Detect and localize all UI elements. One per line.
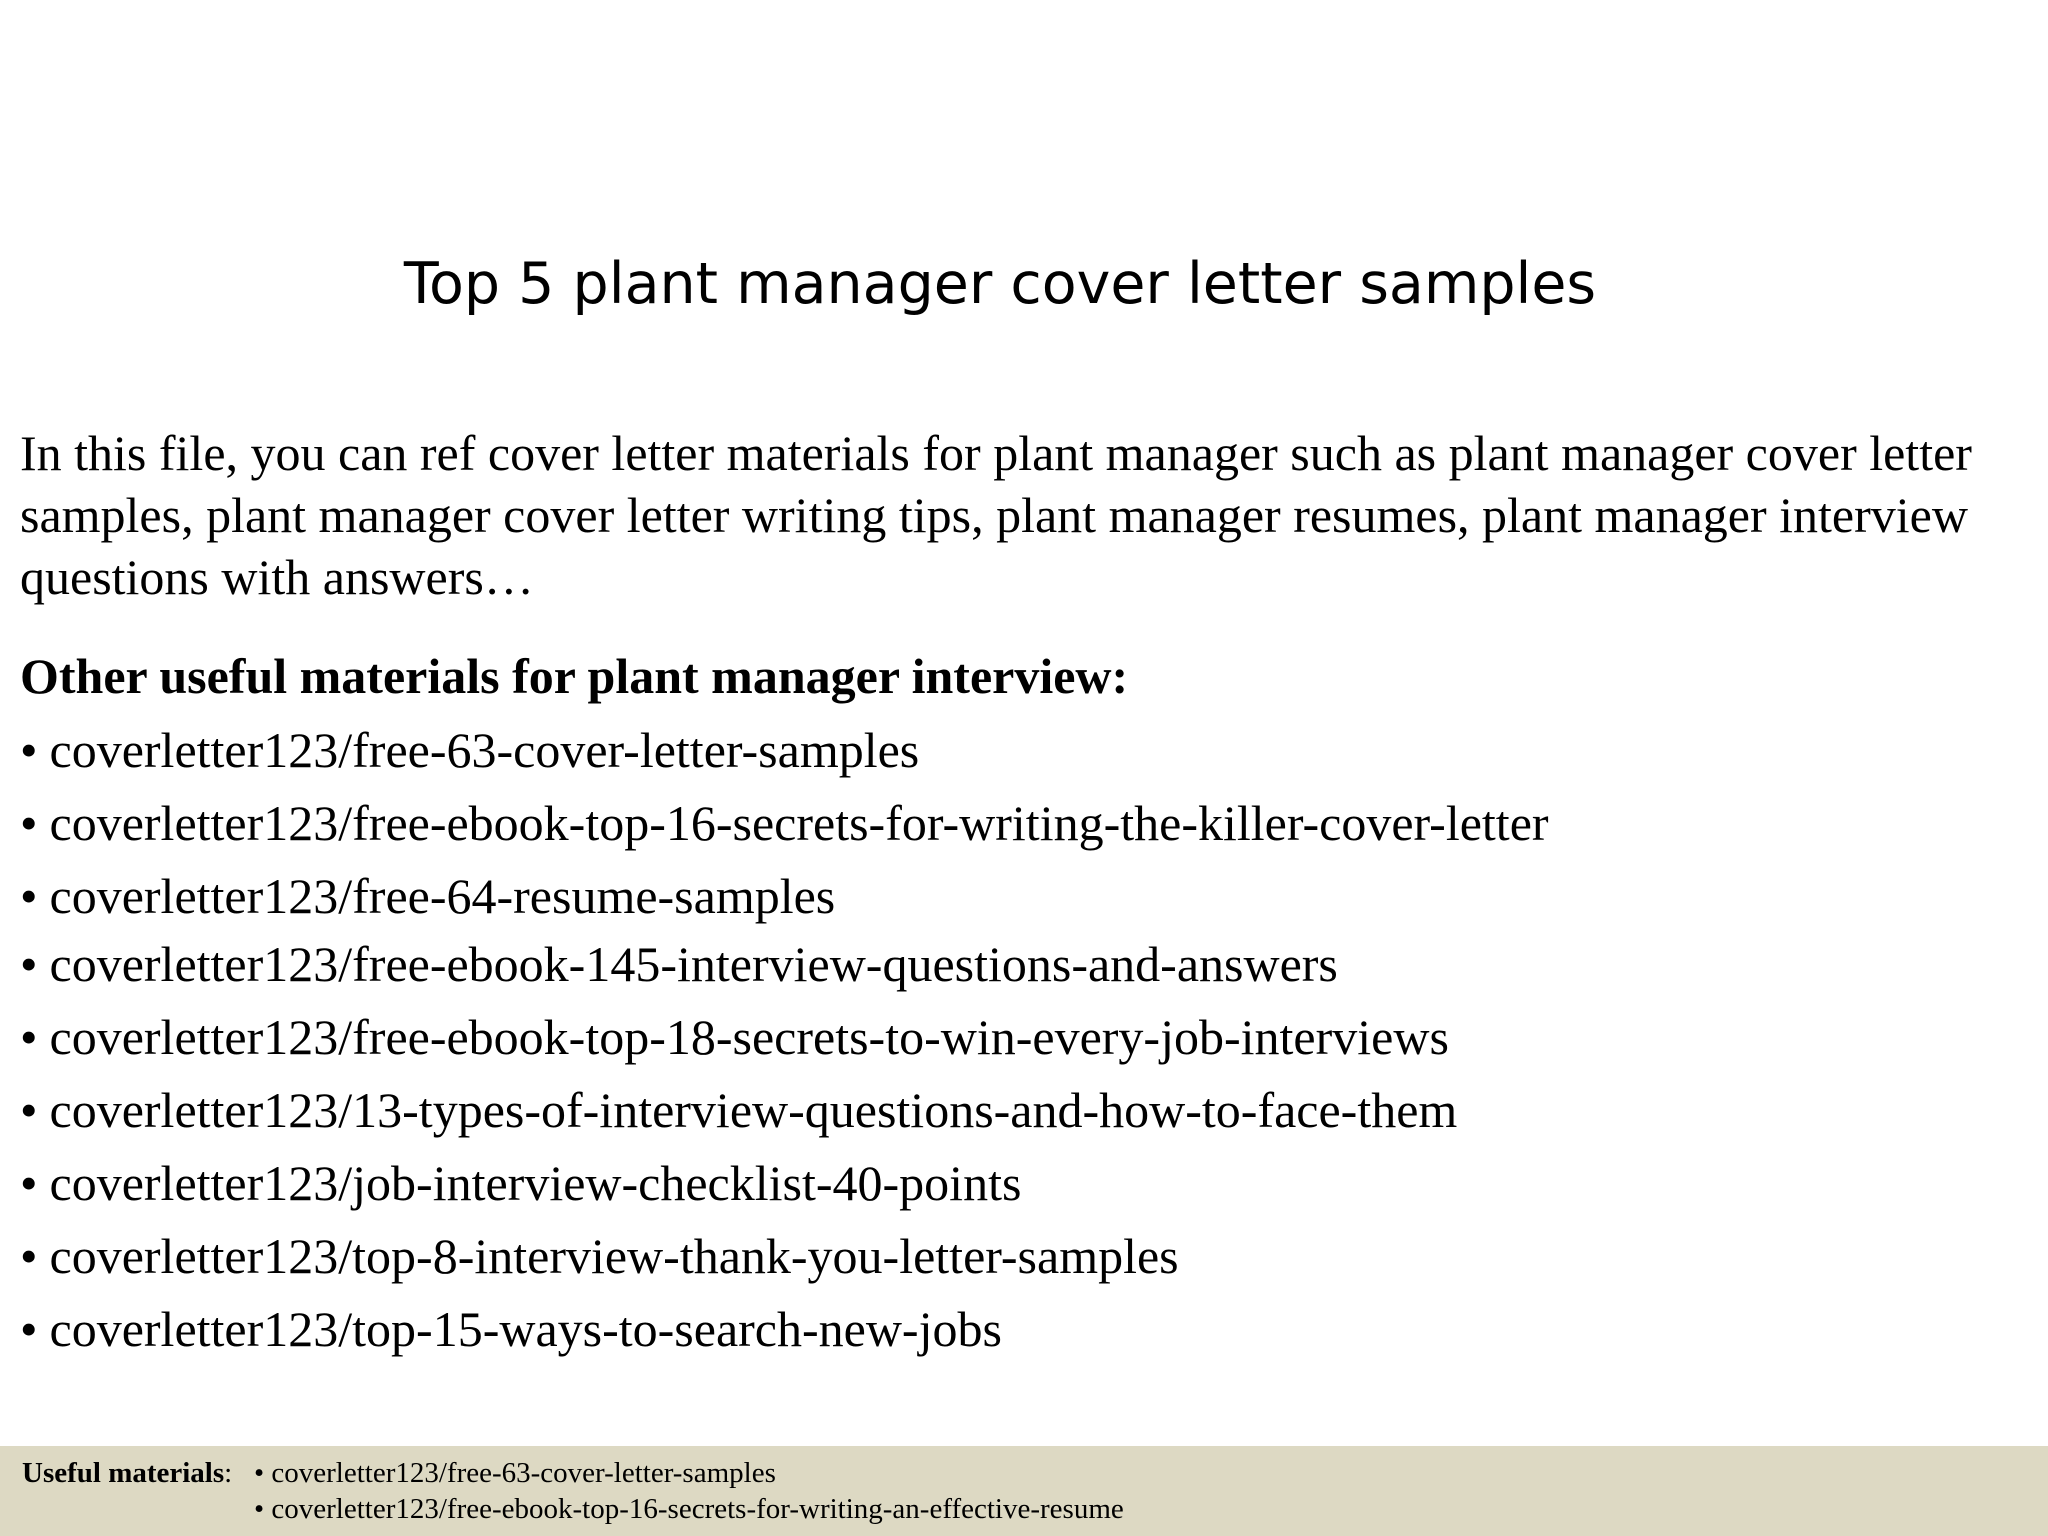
link-13-types-interview-questions[interactable]: coverletter123/13-types-of-interview-questions-and-how-to-face-them [49,1082,1458,1138]
link-ebook-16-secrets-cover-letter[interactable]: coverletter123/free-ebook-top-16-secrets-for-writing-the-killer-cover-letter [49,795,1549,851]
bullet-icon: • [20,868,38,924]
link-top-15-ways-search-new-jobs[interactable]: coverletter123/top-15-ways-to-search-new-jobs [49,1301,1002,1357]
link-free-63-cover-letter-samples[interactable]: coverletter123/free-63-cover-letter-samples [49,722,920,778]
bullet-icon: • [20,1082,38,1138]
intro-paragraph: In this file, you can ref cover letter materials for plant manager such as plant manager cover letter samples, plant manager cover letter writing tips, plant manager resumes, plant manager interview questions with answers… [20,425,1972,605]
link-ebook-18-secrets-job-interviews[interactable]: coverletter123/free-ebook-top-18-secrets-to-win-every-job-interviews [49,1009,1449,1065]
footer-label-separator: : [224,1457,233,1489]
list-item [20,1225,1549,1298]
list-item [20,933,1549,1006]
bullet-icon: • [20,1301,38,1357]
link-interview-checklist-40-points[interactable]: coverletter123/job-interview-checklist-40-points [49,1155,1022,1211]
list-item [20,1006,1549,1079]
footer-label [22,1455,232,1491]
bullet-icon: • [20,936,38,992]
bullet-icon: • [254,1457,265,1489]
footer-bar [0,1446,2048,1536]
bullet-icon: • [20,1155,38,1211]
list-item [20,865,1549,933]
bullet-icon: • [20,1009,38,1065]
footer-link-ebook-effective-resume[interactable]: coverletter123/free-ebook-top-16-secrets-for-writing-an-effective-resume [271,1493,1124,1525]
bullet-icon: • [20,1228,38,1284]
page-title: Top 5 plant manager cover letter samples [403,251,1597,317]
bullet-icon: • [20,722,38,778]
footer-label-text: Useful materials [22,1457,225,1489]
bullet-icon: • [254,1493,265,1525]
list-item [254,1491,1124,1527]
footer-link-cover-letter-samples[interactable]: coverletter123/free-63-cover-letter-samples [271,1457,776,1489]
list-item [20,1152,1549,1225]
list-item [20,1079,1549,1152]
list-item [20,719,1549,792]
list-item [20,792,1549,865]
materials-heading: Other useful materials for plant manager interview: [20,648,1129,704]
link-free-64-resume-samples[interactable]: coverletter123/free-64-resume-samples [49,868,836,924]
list-item [20,1298,1549,1371]
list-item [254,1455,1124,1491]
footer-links [254,1455,1124,1527]
bullet-icon: • [20,795,38,851]
materials-list [20,719,1549,1371]
link-top-8-thank-you-letter-samples[interactable]: coverletter123/top-8-interview-thank-you-letter-samples [49,1228,1179,1284]
link-ebook-145-interview-questions[interactable]: coverletter123/free-ebook-145-interview-questions-and-answers [49,936,1338,992]
